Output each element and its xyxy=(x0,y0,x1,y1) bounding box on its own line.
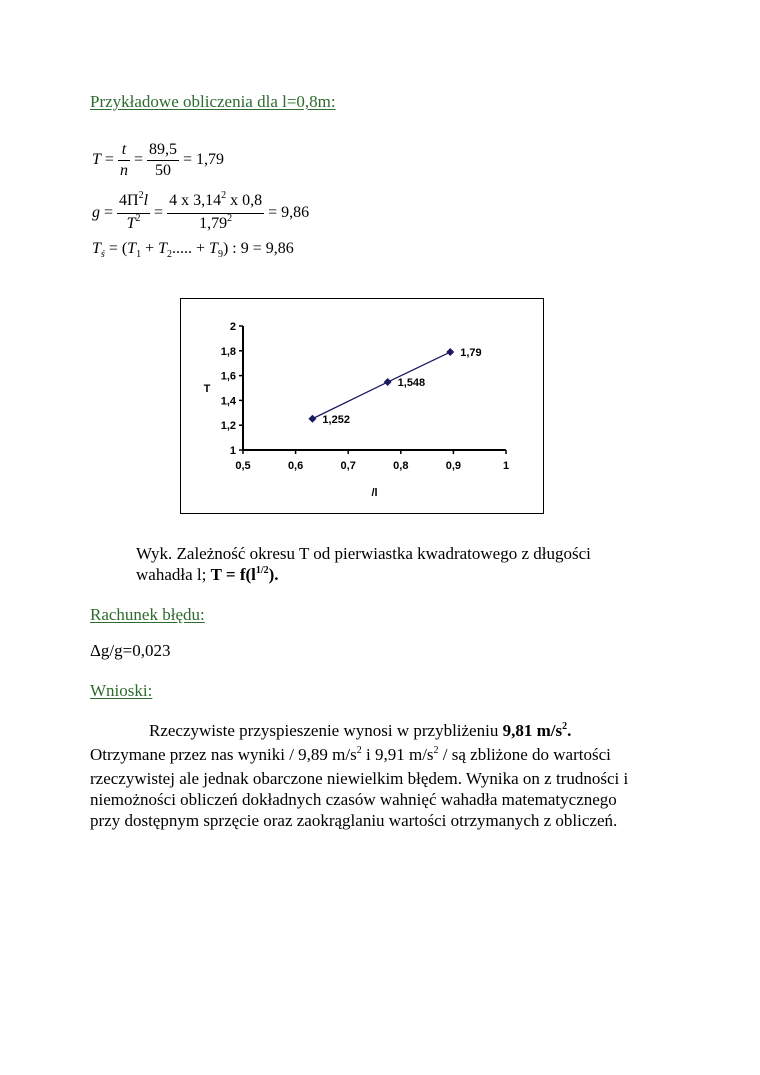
x-tick-label: 0,8 xyxy=(393,460,409,472)
formula-period: T = $\frac{t}{n}$ = $\frac{89,5}{50}$ = 1,79 xyxy=(92,141,224,179)
formula-average-period: $T_ś = (T_1 + T_2$..... + $T_9$) : 9 = 9,86 xyxy=(92,240,294,260)
x-tick-label: 1 xyxy=(502,460,510,472)
fraction-values: $\frac{89,5}{50}$ xyxy=(148,141,177,179)
x-tick-label: 0,6 xyxy=(287,460,304,472)
figure-caption: Wyk. Zależność okresu T od pierwiastka kwadratowego z długości wahadła l; $T = f(l^{1/2})$. xyxy=(136,544,591,584)
fraction-t-over-n: $\frac{t}{n}$ xyxy=(119,141,128,179)
y-tick-label: 1,8 xyxy=(220,345,236,358)
chart-frame xyxy=(180,298,544,514)
data-label: 1,252 xyxy=(322,413,350,426)
series-line xyxy=(312,352,450,419)
formula-gravity: g = $\frac{4\Pi^2l}{T^2}$ = $\frac{4 x 3,14^2 x 0,8}{1,79^2}$ = 9,86 xyxy=(92,191,309,236)
data-point xyxy=(384,378,392,386)
section-heading-calculations: Przykładowe obliczenia dla l=0,8m: xyxy=(90,92,336,111)
conclusions-paragraph: Rzeczywiste przyspieszenie wynosi w przybliżeniu 9,81 $m/s^2$. Otrzymane przez nas wyniki / 9,89 $m/s^2$ i 9,91 $m/s^2$ / są zbliżone do wartości rzeczywistej ale jednak obarczone niewielkim błędem. Wynika on z trudności i niemożności obliczeń dokładnych czasów wahnięć wahadła matematycznego przy dostępnym sprzęcie oraz zaokrąglaniu wartości otrzymanych z obliczeń. xyxy=(90,721,629,830)
y-tick-label: 1,6 xyxy=(220,370,236,383)
y-axis-label: T xyxy=(203,383,211,395)
data-label: 1,79 xyxy=(460,347,482,360)
period-vs-sqrt-length-chart xyxy=(181,299,542,512)
section-heading-error: Rachunek błędu: xyxy=(90,605,205,624)
x-tick-label: 0,5 xyxy=(235,460,251,472)
fraction-numeric: $\frac{4 x 3,14^2 x 0,8}{1,79^2}$ xyxy=(169,190,263,232)
y-tick-label: 1,4 xyxy=(220,395,236,408)
section-heading-conclusions: Wnioski: xyxy=(90,681,153,700)
data-label: 1,548 xyxy=(397,377,426,390)
data-point xyxy=(308,415,316,423)
y-tick-label: 2 xyxy=(229,321,236,333)
error-value: Δg/g=0,023 xyxy=(90,641,171,660)
x-axis-label: /l xyxy=(371,487,378,499)
x-tick-label: 0,9 xyxy=(445,460,462,472)
y-tick-label: 1,2 xyxy=(220,420,236,433)
y-tick-label: 1 xyxy=(229,445,236,457)
fraction-symbolic: $\frac{4\Pi^2l}{T^2}$ xyxy=(119,190,149,232)
formula-result: = 9,86 xyxy=(268,204,310,222)
formula-result: = 1,79 xyxy=(182,151,224,169)
x-tick-label: 0,7 xyxy=(340,460,356,472)
data-point xyxy=(446,348,454,356)
formula-lhs: T xyxy=(92,151,101,169)
